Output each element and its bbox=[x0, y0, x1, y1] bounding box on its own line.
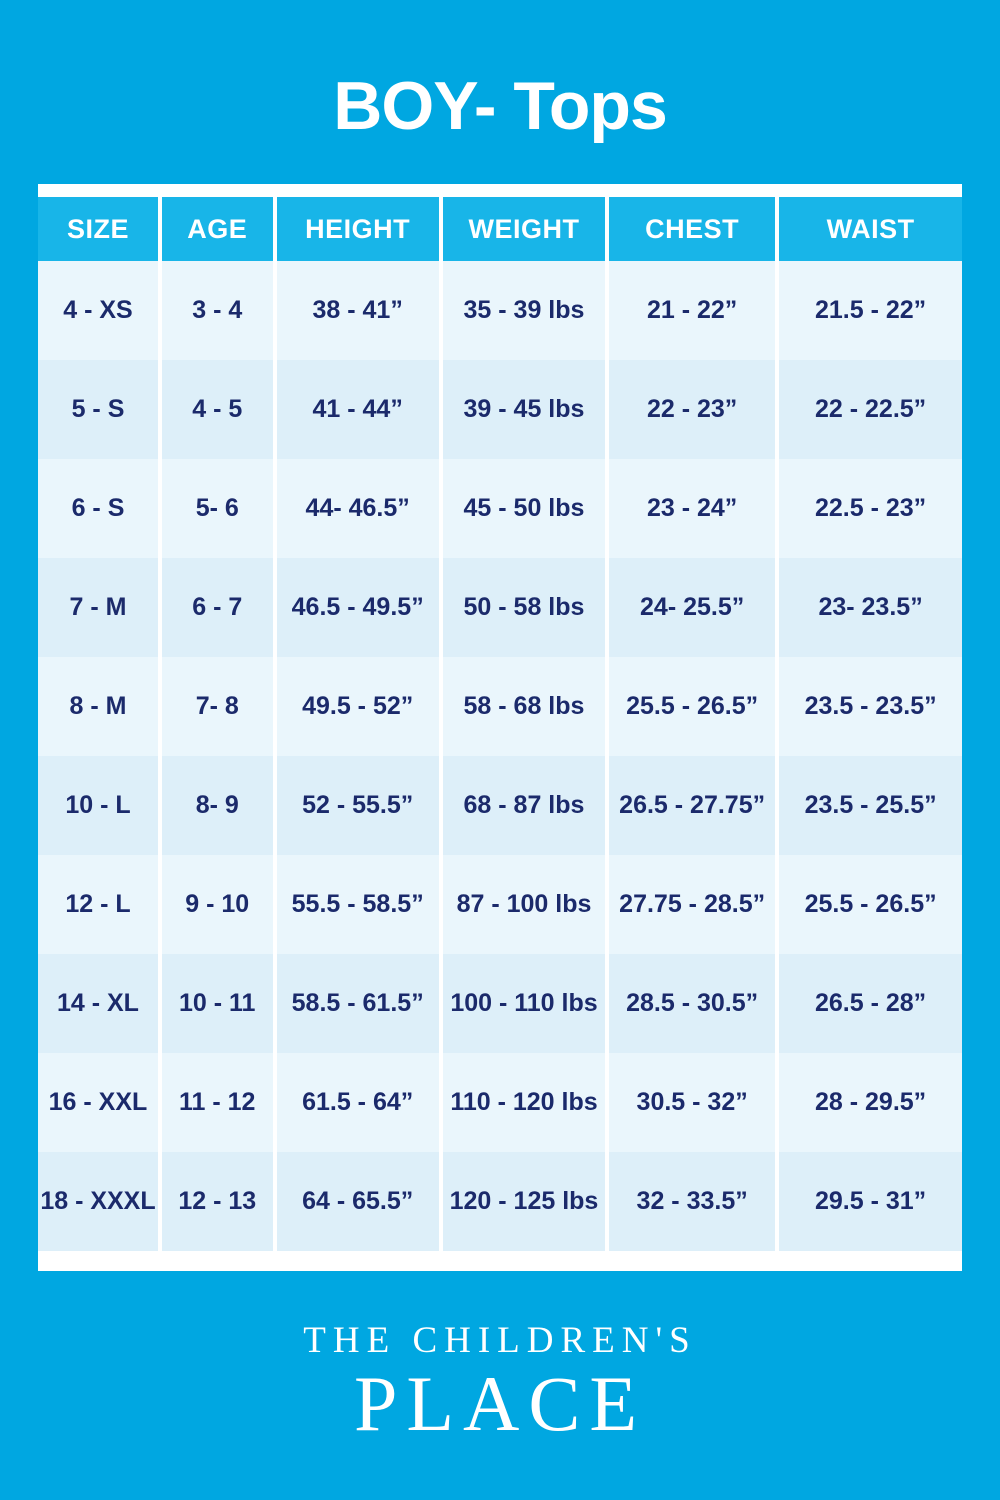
table-header-row bbox=[38, 197, 962, 261]
cell-age: 7- 8 bbox=[160, 657, 275, 756]
cell-weight: 110 - 120 lbs bbox=[441, 1053, 607, 1152]
cell-weight: 87 - 100 lbs bbox=[441, 855, 607, 954]
cell-waist: 23- 23.5” bbox=[777, 558, 962, 657]
cell-age: 11 - 12 bbox=[160, 1053, 275, 1152]
table-row bbox=[38, 954, 962, 1053]
cell-weight: 58 - 68 lbs bbox=[441, 657, 607, 756]
cell-size: 14 - XL bbox=[38, 954, 160, 1053]
cell-height: 55.5 - 58.5” bbox=[275, 855, 441, 954]
table-row bbox=[38, 1152, 962, 1251]
cell-waist: 23.5 - 25.5” bbox=[777, 756, 962, 855]
cell-weight: 39 - 45 lbs bbox=[441, 360, 607, 459]
cell-height: 38 - 41” bbox=[275, 261, 441, 360]
cell-age: 5- 6 bbox=[160, 459, 275, 558]
cell-chest: 30.5 - 32” bbox=[607, 1053, 777, 1152]
column-header-size: SIZE bbox=[38, 197, 160, 261]
cell-weight: 35 - 39 lbs bbox=[441, 261, 607, 360]
cell-weight: 100 - 110 lbs bbox=[441, 954, 607, 1053]
cell-size: 5 - S bbox=[38, 360, 160, 459]
cell-waist: 25.5 - 26.5” bbox=[777, 855, 962, 954]
cell-age: 6 - 7 bbox=[160, 558, 275, 657]
cell-size: 12 - L bbox=[38, 855, 160, 954]
cell-size: 16 - XXL bbox=[38, 1053, 160, 1152]
cell-chest: 32 - 33.5” bbox=[607, 1152, 777, 1251]
cell-waist: 26.5 - 28” bbox=[777, 954, 962, 1053]
cell-height: 46.5 - 49.5” bbox=[275, 558, 441, 657]
cell-waist: 23.5 - 23.5” bbox=[777, 657, 962, 756]
cell-size: 7 - M bbox=[38, 558, 160, 657]
brand-line-1: THE CHILDREN'S bbox=[303, 1320, 697, 1361]
brand-line-2: PLACE bbox=[353, 1360, 647, 1447]
cell-waist: 29.5 - 31” bbox=[777, 1152, 962, 1251]
cell-age: 9 - 10 bbox=[160, 855, 275, 954]
cell-waist: 22.5 - 23” bbox=[777, 459, 962, 558]
table-row bbox=[38, 261, 962, 360]
cell-height: 41 - 44” bbox=[275, 360, 441, 459]
cell-chest: 28.5 - 30.5” bbox=[607, 954, 777, 1053]
cell-height: 52 - 55.5” bbox=[275, 756, 441, 855]
cell-size: 18 - XXXL bbox=[38, 1152, 160, 1251]
column-header-age: AGE bbox=[160, 197, 275, 261]
size-chart-table bbox=[38, 197, 962, 1271]
cell-size: 6 - S bbox=[38, 459, 160, 558]
column-header-waist: WAIST bbox=[777, 197, 962, 261]
cell-weight: 50 - 58 lbs bbox=[441, 558, 607, 657]
cell-size: 8 - M bbox=[38, 657, 160, 756]
cell-chest: 21 - 22” bbox=[607, 261, 777, 360]
cell-height: 61.5 - 64” bbox=[275, 1053, 441, 1152]
cell-size: 4 - XS bbox=[38, 261, 160, 360]
table-header bbox=[38, 197, 962, 261]
column-header-weight: WEIGHT bbox=[441, 197, 607, 261]
cell-height: 49.5 - 52” bbox=[275, 657, 441, 756]
cell-chest: 26.5 - 27.75” bbox=[607, 756, 777, 855]
cell-age: 4 - 5 bbox=[160, 360, 275, 459]
cell-chest: 24- 25.5” bbox=[607, 558, 777, 657]
size-chart-container bbox=[38, 184, 962, 1271]
column-header-height: HEIGHT bbox=[275, 197, 441, 261]
cell-weight: 120 - 125 lbs bbox=[441, 1152, 607, 1251]
table-row bbox=[38, 459, 962, 558]
table-row bbox=[38, 657, 962, 756]
cell-chest: 25.5 - 26.5” bbox=[607, 657, 777, 756]
cell-weight: 68 - 87 lbs bbox=[441, 756, 607, 855]
cell-age: 10 - 11 bbox=[160, 954, 275, 1053]
table-row bbox=[38, 756, 962, 855]
cell-waist: 22 - 22.5” bbox=[777, 360, 962, 459]
cell-waist: 21.5 - 22” bbox=[777, 261, 962, 360]
table-row bbox=[38, 360, 962, 459]
table-row bbox=[38, 855, 962, 954]
cell-age: 3 - 4 bbox=[160, 261, 275, 360]
cell-age: 12 - 13 bbox=[160, 1152, 275, 1251]
cell-height: 58.5 - 61.5” bbox=[275, 954, 441, 1053]
table-bottom-spacer bbox=[38, 1251, 962, 1271]
cell-weight: 45 - 50 lbs bbox=[441, 459, 607, 558]
cell-age: 8- 9 bbox=[160, 756, 275, 855]
cell-height: 44- 46.5” bbox=[275, 459, 441, 558]
table-row bbox=[38, 558, 962, 657]
column-header-chest: CHEST bbox=[607, 197, 777, 261]
brand-logo bbox=[0, 1319, 1000, 1447]
table-row bbox=[38, 1053, 962, 1152]
cell-height: 64 - 65.5” bbox=[275, 1152, 441, 1251]
cell-waist: 28 - 29.5” bbox=[777, 1053, 962, 1152]
page-title: BOY- Tops bbox=[333, 68, 667, 144]
cell-chest: 27.75 - 28.5” bbox=[607, 855, 777, 954]
cell-size: 10 - L bbox=[38, 756, 160, 855]
cell-chest: 23 - 24” bbox=[607, 459, 777, 558]
cell-chest: 22 - 23” bbox=[607, 360, 777, 459]
table-body bbox=[38, 261, 962, 1271]
